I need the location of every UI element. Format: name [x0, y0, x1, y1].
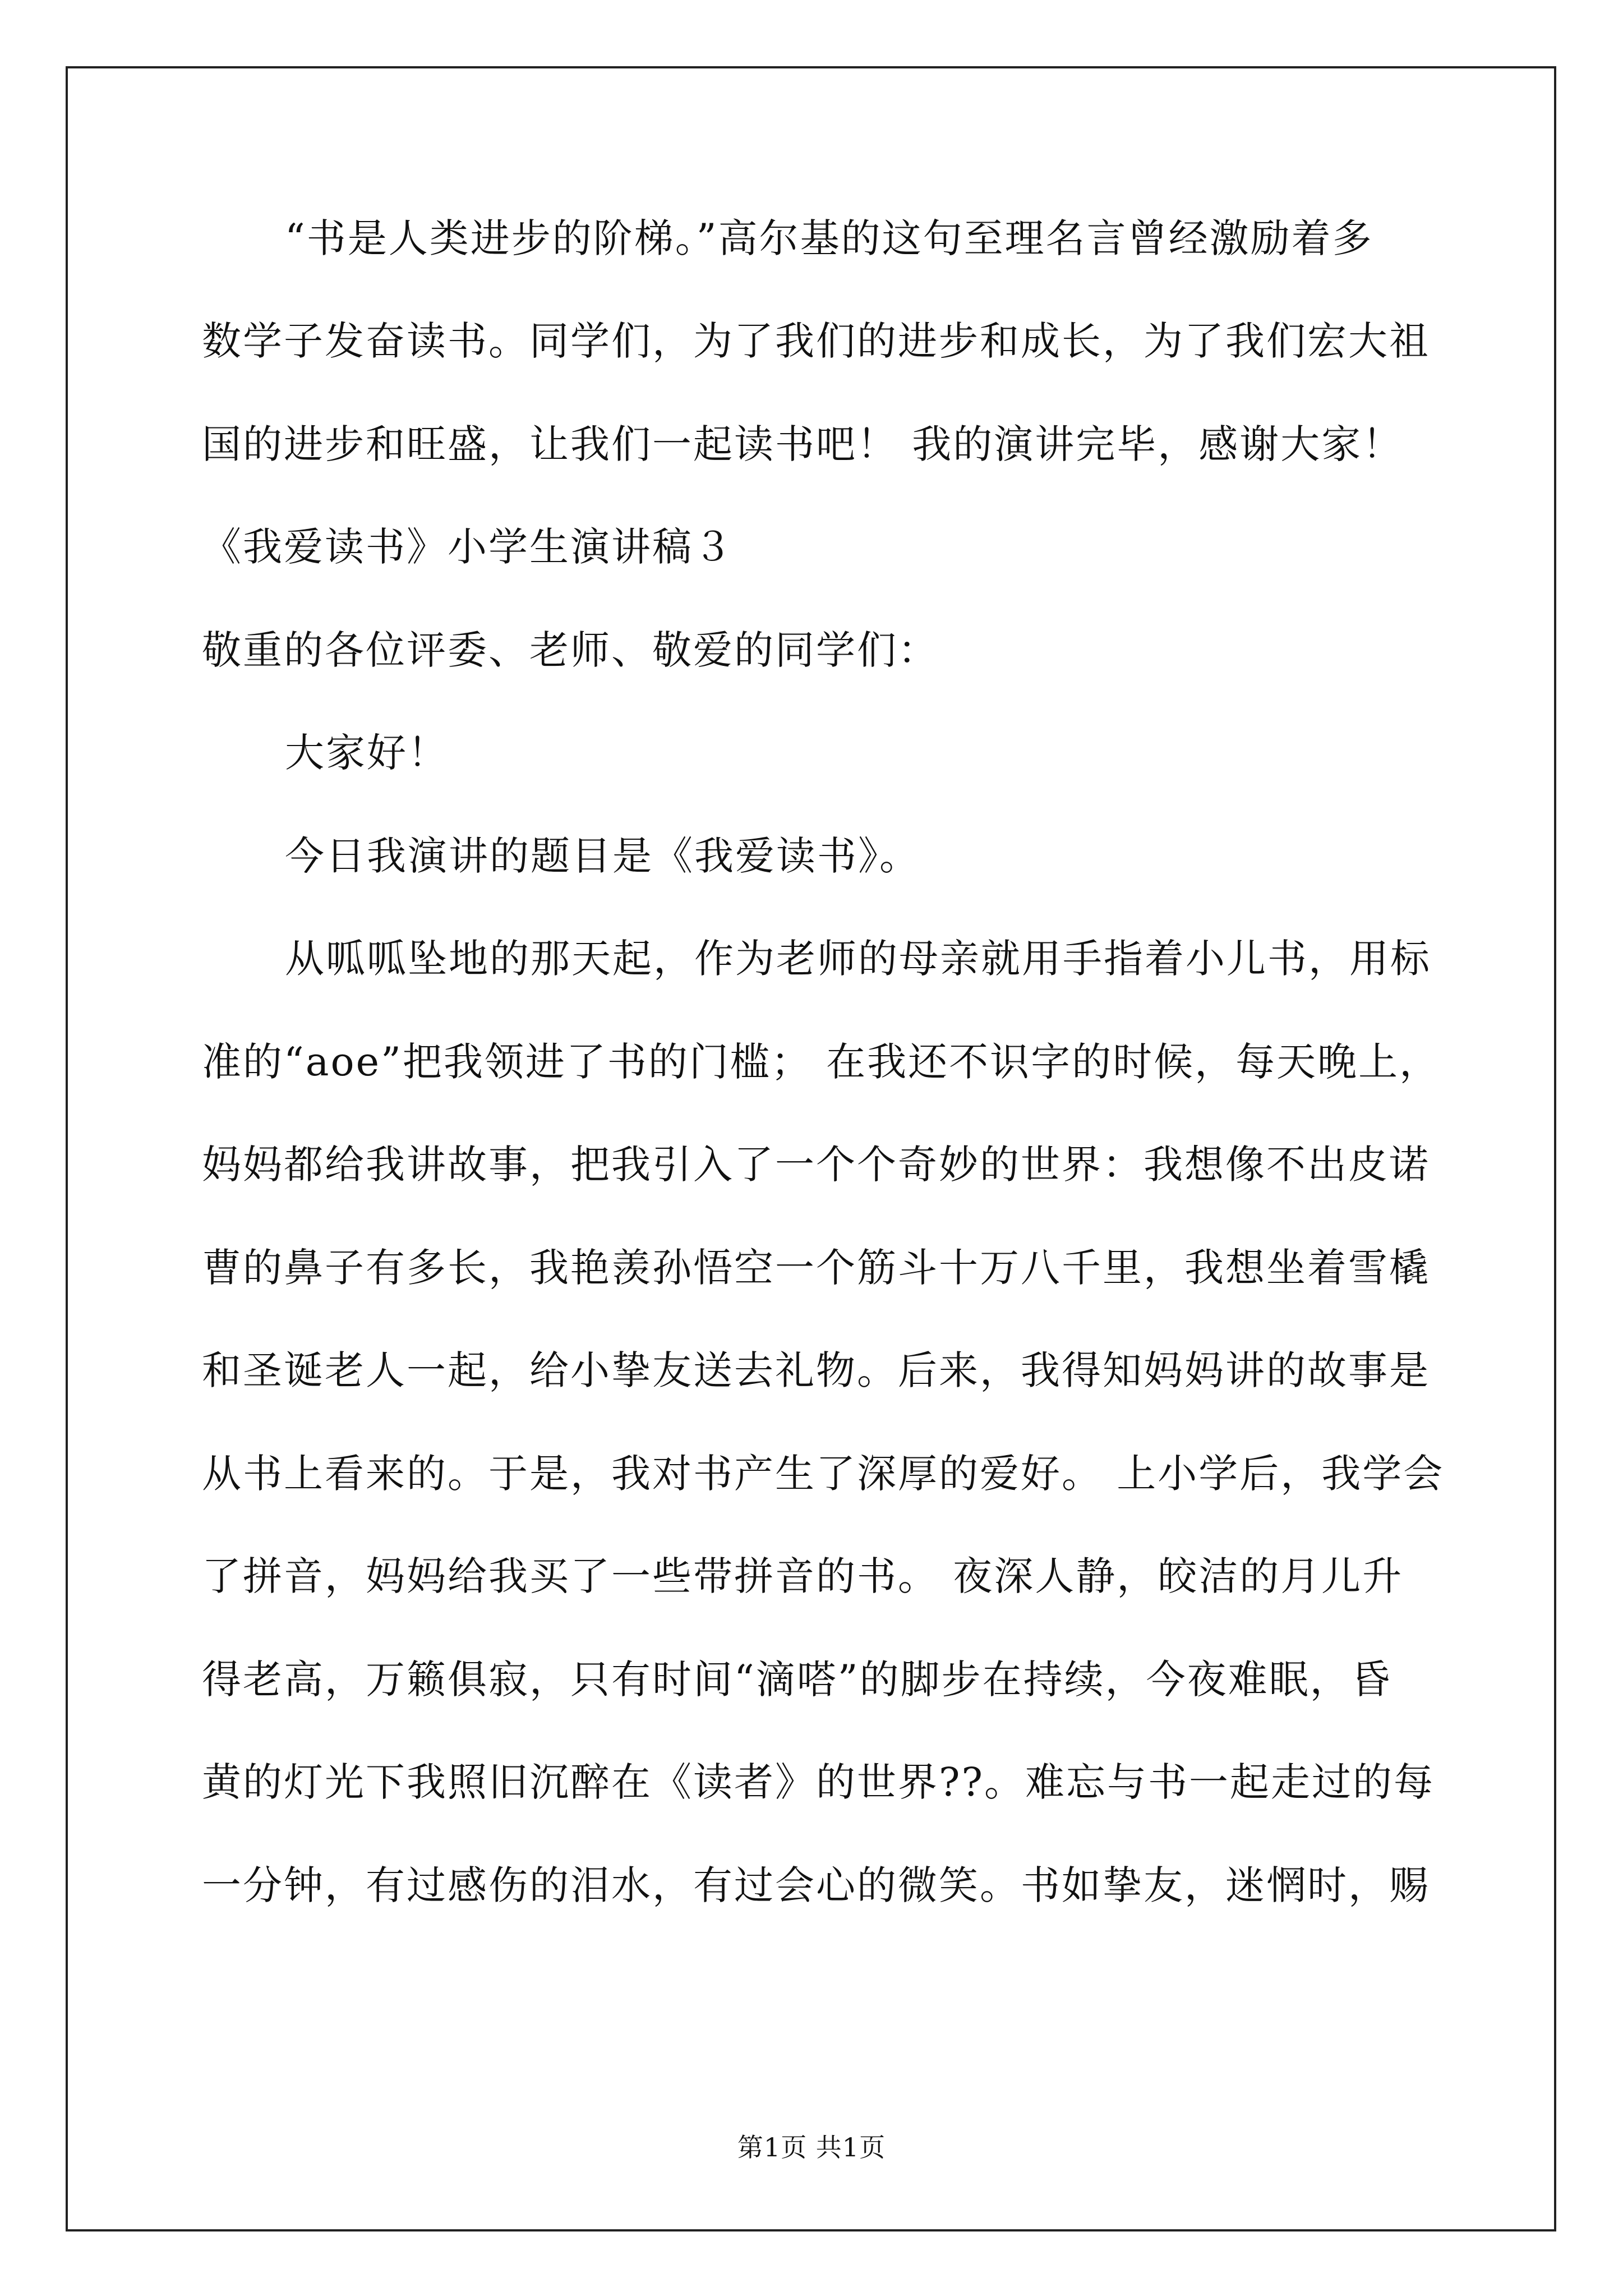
text-line: 黄的灯光下我照旧沉醉在《读者》的世界??。难忘与书一起走过的每	[202, 1759, 1435, 1805]
text-line: 一分钟，有过感伤的泪水，有过会心的微笑。书如挚友，迷惘时，赐	[202, 1862, 1430, 1908]
section-title: 《我爱读书》小学生演讲稿３	[202, 524, 734, 570]
text-line: “书是人类进步的阶梯。”高尔基的这句至理名言曾经激励着多	[285, 215, 1373, 261]
text-line: 今日我演讲的题目是《我爱读书》。	[285, 833, 920, 879]
page-footer: 第1页 共1页	[737, 2132, 886, 2162]
text-line: 准的“aoe”把我领进了书的门槛； 在我还不识字的时候，每天晚上，	[202, 1039, 1441, 1085]
text-line: 妈妈都给我讲故事，把我引入了一个个奇妙的世界：我想像不出皮诺	[202, 1142, 1430, 1188]
text-line: 了拼音，妈妈给我买了一些带拼音的书。 夜深人静，皎洁的月儿升	[202, 1553, 1404, 1599]
text-line: 得老高，万籁俱寂，只有时间“滴嗒”的脚步在持续，今夜难眠，昏	[202, 1657, 1392, 1703]
text-line: 从呱呱坠地的那天起，作为老师的母亲就用手指着小儿书，用标	[285, 936, 1431, 982]
text-line: 国的进步和旺盛，让我们一起读书吧！ 我的演讲完毕，感谢大家！	[202, 421, 1404, 467]
greeting: 大家好！	[285, 730, 449, 776]
salutation: 敬重的各位评委、老师、敬爱的同学们：	[202, 627, 939, 673]
text-line: 和圣诞老人一起，给小挚友送去礼物。后来，我得知妈妈讲的故事是	[202, 1347, 1430, 1393]
text-line: 曹的鼻子有多长，我艳羡孙悟空一个筋斗十万八千里，我想坐着雪橇	[202, 1245, 1430, 1291]
text-line: 从书上看来的。于是，我对书产生了深厚的爱好。 上小学后，我学会	[202, 1451, 1445, 1497]
text-line: 数学子发奋读书。同学们，为了我们的进步和成长，为了我们宏大祖	[202, 318, 1430, 364]
